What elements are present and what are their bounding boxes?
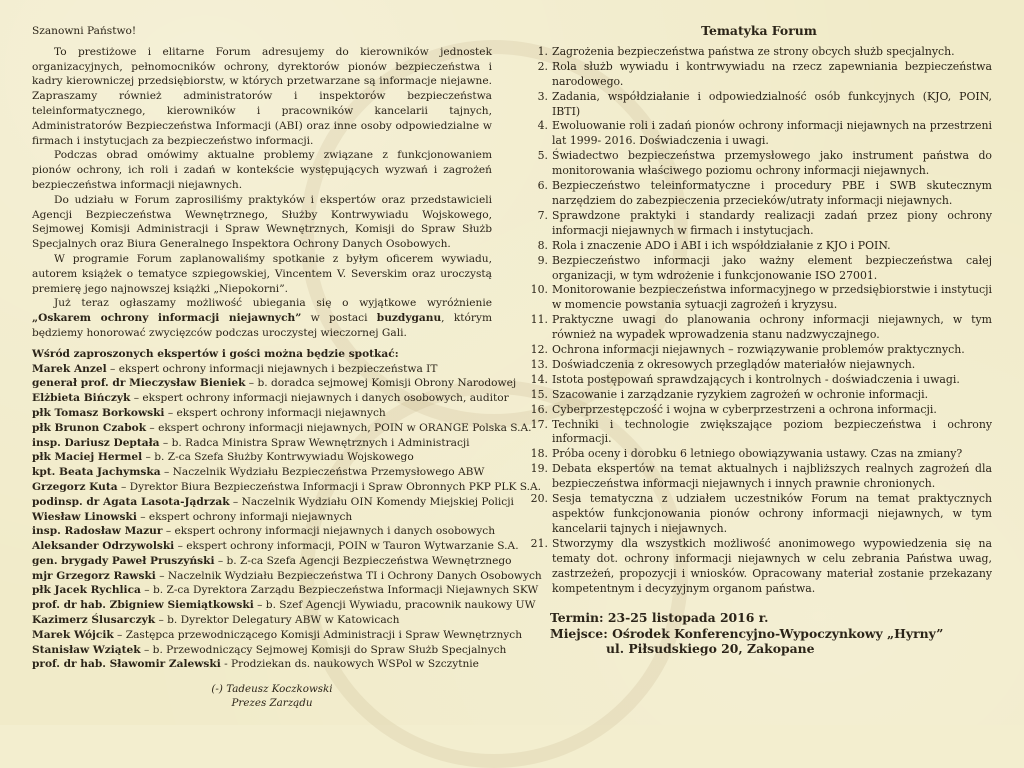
- expert-item: [32, 510, 492, 525]
- expert-name: Marek Anzel: [32, 362, 107, 375]
- topic-number: 17.: [530, 417, 548, 431]
- topic-text: Sprawdzone praktyki i standardy realizacji zadań przez piony ochrony informacji niejawnych w firmach i instytucjach.: [552, 208, 992, 237]
- right-column: [526, 24, 992, 657]
- expert-name: Aleksander Odrzywolski: [32, 540, 175, 553]
- expert-item: [32, 376, 517, 391]
- expert-desc: – b. doradca sejmowej Komisji Obrony Narodowej: [245, 377, 517, 390]
- expert-name: Stanisław Wziątek: [32, 643, 141, 656]
- topic-number: 18.: [530, 447, 548, 461]
- topic-text: Stworzymy dla wszystkich możliwość anonimowego wypowiedzenia się na tematy dot. ochrony informacji niejawnych w celu zebrania Państwa uwag, zastrzeżeń, propozycji i wniosków. Opracowany materiał zostanie przekazany kompetentnym i decyzyjnym organom państwa.: [552, 536, 992, 595]
- expert-desc: – b. Dyrektor Delegatury ABW w Katowicach: [155, 614, 400, 627]
- topic-item: [526, 239, 992, 254]
- expert-desc: – ekspert ochrony informacji niejawnych i danych osobowych, auditor: [130, 392, 509, 405]
- expert-name: generał prof. dr Mieczysław Bieniek: [32, 377, 246, 390]
- topic-number: 16.: [530, 402, 548, 416]
- expert-name: podinsp. dr Agata Lasota-Jądrzak: [32, 495, 230, 508]
- expert-item: [32, 362, 492, 377]
- topic-text: Próba oceny i dorobku 6 letniego obowiązywania ustawy. Czas na zmiany?: [552, 447, 963, 461]
- topic-item: [526, 45, 992, 60]
- topic-number: 19.: [530, 462, 548, 476]
- expert-item: [32, 613, 492, 628]
- topic-text: Doświadczenia z okresowych przeglądów materiałów niejawnych.: [552, 357, 916, 371]
- experts-heading: Wśród zaproszonych ekspertów i gości można będzie spotkać:: [32, 347, 399, 360]
- topic-text: Sesja tematyczna z udziałem uczestników Forum na temat praktycznych aspektów funkcjonowania pionów ochrony informacji niejawnych, w tym kancelarii tajnych i niejawnych.: [552, 492, 992, 535]
- expert-name: insp. Dariusz Deptała: [32, 436, 160, 449]
- signature-name: (-) Tadeusz Koczkowski: [211, 683, 333, 696]
- topic-item: [526, 90, 992, 120]
- expert-name: Marek Wójcik: [32, 628, 114, 641]
- expert-item: [32, 465, 492, 480]
- topic-number: 15.: [530, 387, 548, 401]
- topic-item: [526, 209, 992, 239]
- expert-name: płk Jacek Rychlica: [32, 584, 141, 597]
- expert-item: [32, 480, 542, 495]
- topic-number: 4.: [537, 119, 548, 133]
- expert-desc: - Prodziekan ds. naukowych WSPol w Szczytnie: [220, 658, 479, 671]
- topic-item: [526, 418, 992, 448]
- award-name: „Oskarem ochrony informacji niejawnych”: [32, 312, 302, 325]
- event-date: Termin: 23-25 listopada 2016 r.: [550, 610, 769, 626]
- signature: [32, 682, 492, 710]
- signature-title: Prezes Zarządu: [231, 697, 313, 710]
- expert-desc: – ekspert ochrony informacji niejawnych: [164, 406, 386, 419]
- expert-name: płk Maciej Hermel: [32, 451, 143, 464]
- topic-number: 20.: [530, 492, 548, 506]
- expert-item: [32, 406, 492, 421]
- topic-number: 2.: [537, 59, 548, 73]
- expert-item: [32, 569, 542, 584]
- expert-name: insp. Radosław Mazur: [32, 525, 163, 538]
- expert-desc: – b. Z-ca Dyrektora Zarządu Bezpieczeństwa Informacji Niejawnych SKW: [140, 584, 539, 597]
- topic-text: Bezpieczeństwo teleinformatyczne i procedury PBE i SWB skutecznym narzędziem do zabezpieczenia przecieków/utraty informacji niejawnych.: [552, 179, 992, 207]
- expert-item: [32, 436, 492, 451]
- topic-text: Zadania, współdziałanie i odpowiedzialność osób funkcyjnych (KJO, POIN, IBTI): [552, 89, 992, 118]
- expert-item: [32, 539, 519, 554]
- topic-text: Techniki i technologie zwiększające poziom bezpieczeństwa i ochrony informacji.: [552, 417, 992, 446]
- topic-item: [526, 492, 992, 537]
- topic-number: 11.: [530, 313, 548, 327]
- event-details: [526, 610, 992, 657]
- topic-text: Istota postępowań sprawdzających i kontrolnych - doświadczenia i uwagi.: [552, 372, 960, 386]
- topic-number: 14.: [530, 372, 548, 386]
- topic-item: [526, 403, 992, 418]
- topic-item: [526, 313, 992, 343]
- expert-desc: – Zastępca przewodniczącego Komisji Administracji i Spraw Wewnętrznych: [113, 628, 523, 641]
- expert-desc: – ekspert ochrony informacji, POIN w Tauron Wytwarzanie S.A.: [174, 540, 519, 553]
- expert-name: prof. dr hab. Zbigniew Siemiątkowski: [32, 599, 254, 612]
- expert-item: [32, 495, 514, 510]
- topic-item: [526, 149, 992, 179]
- topic-item: [526, 358, 992, 373]
- topic-number: 21.: [530, 536, 548, 550]
- expert-item: [32, 643, 507, 658]
- expert-item: [32, 421, 532, 436]
- topic-item: [526, 283, 992, 313]
- expert-name: płk Brunon Czabok: [32, 421, 147, 434]
- expert-name: Kazimerz Ślusarczyk: [32, 614, 156, 627]
- topic-number: 12.: [530, 343, 548, 357]
- expert-desc: – b. Z-ca Szefa Agencji Bezpieczeństwa Wewnętrznego: [214, 554, 512, 567]
- topics-title: Tematyka Forum: [701, 23, 817, 38]
- expert-name: gen. brygady Paweł Pruszyński: [32, 554, 215, 567]
- expert-item: [32, 657, 492, 672]
- topic-item: [526, 447, 992, 462]
- expert-name: płk Tomasz Borkowski: [32, 406, 165, 419]
- topic-item: [526, 60, 992, 90]
- topic-item: [526, 119, 992, 149]
- topic-text: Ewoluowanie roli i zadań pionów ochrony informacji niejawnych na przestrzeni lat 1999- 2016. Doświadczenia i uwagi.: [552, 119, 992, 148]
- expert-name: Wiesław Linowski: [32, 510, 137, 523]
- topic-text: Cyberprzestępczość i wojna w cyberprzestrzeni a ochrona informacji.: [552, 402, 937, 416]
- expert-desc: – ekspert ochrony informacji niejawnych, POIN w ORANGE Polska S.A.: [146, 421, 532, 434]
- expert-desc: – b. Przewodniczący Sejmowej Komisji do Spraw Służb Specjalnych: [140, 643, 507, 656]
- topic-text: Szacowanie i zarządzanie ryzykiem zagrożeń w ochronie informacji.: [552, 387, 929, 401]
- expert-desc: – b. Radca Ministra Spraw Wewnętrznych i Administracji: [159, 436, 470, 449]
- expert-desc: – Naczelnik Wydziału Bezpieczeństwa Przemysłowego ABW: [160, 466, 485, 479]
- program-paragraph: W programie Forum zaplanowaliśmy spotkanie z byłym oficerem wywiadu, autorem książek o tematyce szpiegowskiej, Vincentem V. Severskim oraz uroczystą premierę jego najnowszej książki „Niepokorni”.: [32, 252, 492, 295]
- expert-item: [32, 554, 512, 569]
- event-address: ul. Piłsudskiego 20, Zakopane: [606, 641, 815, 657]
- topic-text: Zagrożenia bezpieczeństwa państwa ze strony obcych służb specjalnych.: [552, 44, 955, 58]
- expert-item: [32, 450, 492, 465]
- topic-number: 9.: [537, 253, 548, 267]
- expert-desc: – b. Szef Agencji Wywiadu, pracownik naukowy UW: [253, 599, 536, 612]
- topic-text: Świadectwo bezpieczeństwa przemysłowego jako instrument państwa do monitorowania właściwego poziomu ochrony informacji niejawnych.: [552, 149, 992, 178]
- topic-number: 10.: [530, 283, 548, 297]
- award-paragraph: Już teraz ogłaszamy możliwość ubiegania się o wyjątkowe wyróżnienie „Oskarem ochrony informacji niejawnych” w postaci buzdyganu, którym będziemy honorować zwycięzców podczas uroczystej wieczornej Gali.: [32, 297, 492, 339]
- expert-desc: – ekspert ochrony informacji niejawnych i danych osobowych: [162, 525, 496, 538]
- topics-list: [526, 45, 992, 597]
- award-form: buzdyganu: [376, 312, 442, 325]
- intro-paragraph: To prestiżowe i elitarne Forum adresujemy do kierowników jednostek organizacyjnych, pełnomocników ochrony, dyrektorów pionów bezpieczeństwa i kadry kierowniczej przedsiębiorstw, w których przetwarzane są informacje niejawne. Zapraszamy również administratorów i inspektorów bezpieczeństwa teleinformatycznego, kierowników i pracowników kancelarii tajnych, Administratorów Bezpieczeństwa Informacji (ABI) oraz inne osoby odpowiedzialne w firmach i instytucjach za bezpieczeństwo informacji.: [32, 45, 492, 147]
- topic-text: Ochrona informacji niejawnych – rozwiązywanie problemów praktycznych.: [552, 343, 965, 357]
- topic-number: 3.: [537, 89, 548, 103]
- topic-number: 6.: [537, 179, 548, 193]
- expert-desc: – b. Z-ca Szefa Służby Kontrwywiadu Wojskowego: [142, 451, 414, 464]
- topic-text: Rola i znaczenie ADO i ABI i ich współdziałanie z KJO i POIN.: [552, 238, 891, 252]
- greeting: Szanowni Państwo!: [32, 25, 137, 37]
- topic-text: Rola służb wywiadu i kontrwywiadu na rzecz zapewniania bezpieczeństwa narodowego.: [552, 59, 992, 88]
- expert-desc: – ekspert ochrony informaji niejawnych: [136, 510, 353, 523]
- topic-item: [526, 373, 992, 388]
- expert-desc: – ekspert ochrony informacji niejawnych i bezpieczeństwa IT: [106, 362, 438, 375]
- expert-name: Elżbieta Bińczyk: [32, 392, 131, 405]
- topic-number: 5.: [537, 149, 548, 163]
- topic-number: 8.: [537, 238, 548, 252]
- topics-paragraph: Podczas obrad omówimy aktualne problemy związane z funkcjonowaniem pionów ochrony, ich roli i zadań w kontekście występujących wyzwań i zagrożeń bezpieczeństwa informacji niejawnych.: [32, 149, 492, 191]
- expert-name: mjr Grzegorz Rawski: [32, 569, 156, 582]
- invitees-paragraph: Do udziału w Forum zaprosiliśmy praktyków i ekspertów oraz przedstawicieli Agencji Bezpieczeństwa Wewnętrznego, Służby Kontrwywiadu Wojskowego, Sejmowej Komisji Administracji i Spraw Wewnętrznych, Komisji do Spraw Służb Specjalnych oraz Biura Generalnego Inspektora Ochrony Danych Osobowych.: [32, 193, 492, 251]
- expert-desc: – Dyrektor Biura Bezpieczeństwa Informacji i Spraw Obronnych PKP PLK S.A.: [117, 480, 542, 493]
- topic-item: [526, 343, 992, 358]
- expert-desc: – Naczelnik Wydziału Bezpieczeństwa TI i Ochrony Danych Osobowych: [155, 569, 542, 582]
- topic-item: [526, 462, 992, 492]
- expert-name: Grzegorz Kuta: [32, 480, 118, 493]
- topic-item: [526, 388, 992, 403]
- event-place: Miejsce: Ośrodek Konferencyjno-Wypoczynkowy „Hyrny”: [550, 625, 944, 641]
- topic-text: Monitorowanie bezpieczeństwa informacyjnego w przedsiębiorstwie i instytucji w momencie powstania sytuacji zagrożeń i kryzysu.: [552, 283, 992, 312]
- topic-item: [526, 179, 992, 209]
- topic-number: 13.: [530, 357, 548, 371]
- expert-desc: – Naczelnik Wydziału OIN Komendy Miejskiej Policji: [229, 495, 514, 508]
- topic-text: Praktyczne uwagi do planowania ochrony informacji niejawnych, w tym również na wypadek wprowadzenia stanu nadzwyczajnego.: [552, 313, 992, 342]
- expert-name: prof. dr hab. Sławomir Zalewski: [32, 658, 221, 671]
- expert-item: [32, 391, 509, 406]
- topic-number: 1.: [537, 44, 548, 58]
- topic-number: 7.: [537, 208, 548, 222]
- expert-item: [32, 598, 536, 613]
- expert-item: [32, 583, 539, 598]
- expert-name: kpt. Beata Jachymska: [32, 466, 161, 479]
- topic-text: Debata ekspertów na temat aktualnych i najbliższych realnych zagrożeń dla bezpieczeństwa informacji niejawnych i innych prawnie chronionych.: [552, 462, 992, 491]
- topic-item: [526, 254, 992, 284]
- expert-item: [32, 628, 523, 643]
- topic-text: Bezpieczeństwo informacji jako ważny element bezpieczeństwa całej organizacji, w tym wdrożenie i funkcjonowanie ISO 27001.: [552, 253, 992, 282]
- topic-item: [526, 537, 992, 597]
- expert-item: [32, 524, 496, 539]
